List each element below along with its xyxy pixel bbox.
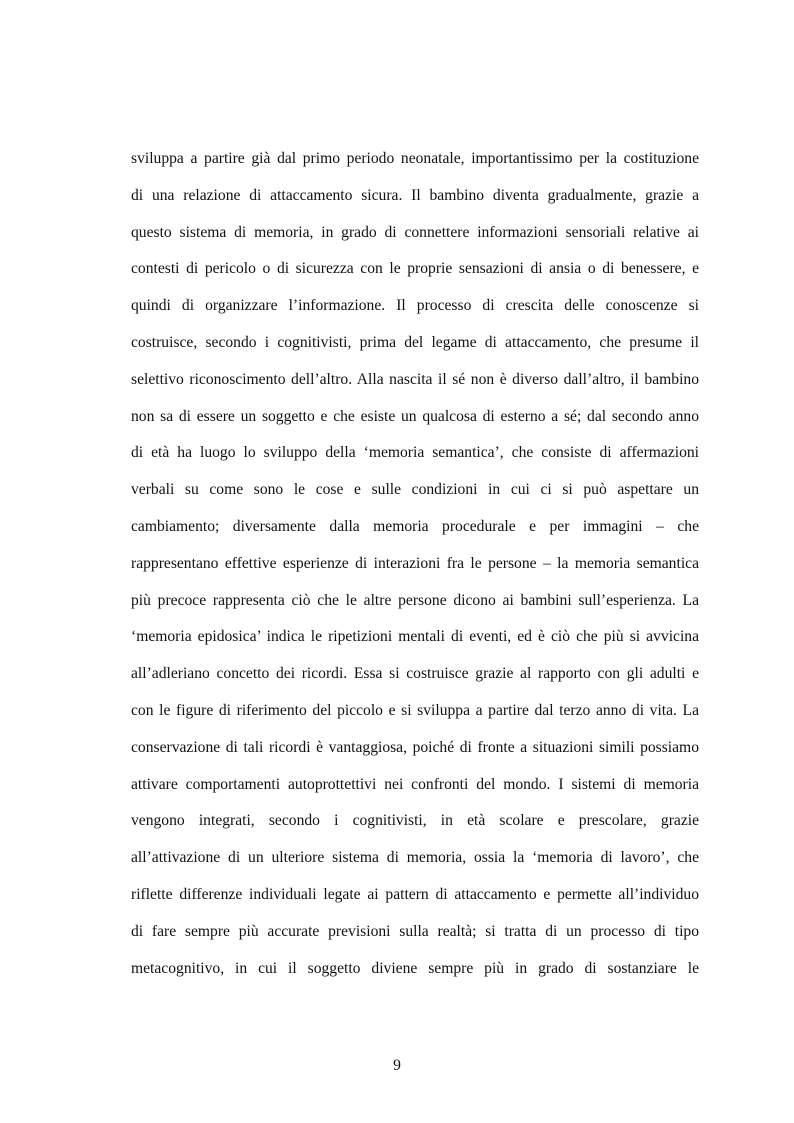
text-line: attivare comportamenti autoprottettivi nei confronti del mondo. I sistemi di memoria bbox=[131, 775, 699, 793]
text-line: di età ha luogo lo sviluppo della ‘memoria semantica’, che consiste di affermazioni bbox=[131, 444, 699, 462]
text-line: all’adleriano concetto dei ricordi. Essa si costruisce grazie al rapporto con gli adulti e bbox=[131, 665, 699, 683]
text-line: più precoce rappresenta ciò che le altre persone dicono ai bambini sull’esperienza. La bbox=[131, 591, 699, 609]
text-line: costruisce, secondo i cognitivisti, prima del legame di attaccamento, che presume il bbox=[131, 333, 699, 351]
text-line: cambiamento; diversamente dalla memoria procedurale e per immagini – che bbox=[131, 517, 699, 535]
body-paragraph bbox=[131, 148, 699, 994]
text-line: metacognitivo, in cui il soggetto diviene sempre più in grado di sostanziare le bbox=[131, 959, 699, 977]
text-line: sviluppa a partire già dal primo periodo neonatale, importantissimo per la costituzione bbox=[131, 150, 699, 167]
text-line: di fare sempre più accurate previsioni sulla realtà; si tratta di un processo di tipo bbox=[131, 922, 699, 940]
text-line: selettivo riconoscimento dell’altro. Alla nascita il sé non è diverso dall’altro, il bambino bbox=[131, 370, 699, 388]
text-line: all’attivazione di un ulteriore sistema di memoria, ossia la ‘memoria di lavoro’, che bbox=[131, 849, 699, 867]
text-line: rappresentano effettive esperienze di interazioni fra le persone – la memoria semantica bbox=[131, 554, 699, 572]
page-number: 9 bbox=[393, 1057, 401, 1074]
text-line: verbali su come sono le cose e sulle condizioni in cui ci si può aspettare un bbox=[131, 481, 699, 499]
text-line: vengono integrati, secondo i cognitivisti, in età scolare e prescolare, grazie bbox=[131, 812, 699, 830]
text-line: conservazione di tali ricordi è vantaggiosa, poiché di fronte a situazioni simili possiamo bbox=[131, 738, 699, 756]
text-line: contesti di pericolo o di sicurezza con le proprie sensazioni di ansia o di benessere, e bbox=[131, 260, 699, 278]
text-line: quindi di organizzare l’informazione. Il processo di crescita delle conoscenze si bbox=[131, 297, 699, 315]
text-line: riflette differenze individuali legate ai pattern di attaccamento e permette all’individuo bbox=[131, 885, 699, 903]
text-line: con le figure di riferimento del piccolo e si sviluppa a partire dal terzo anno di vita. La bbox=[131, 701, 699, 719]
text-line: ‘memoria epidosica’ indica le ripetizioni mentali di eventi, ed è ciò che più si avvicina bbox=[131, 628, 699, 646]
text-line: questo sistema di memoria, in grado di connettere informazioni sensoriali relative ai bbox=[131, 223, 699, 241]
text-line: di una relazione di attaccamento sicura. Il bambino diventa gradualmente, grazie a bbox=[131, 186, 699, 204]
text-line: non sa di essere un soggetto e che esiste un qualcosa di esterno a sé; dal secondo anno bbox=[131, 407, 699, 425]
